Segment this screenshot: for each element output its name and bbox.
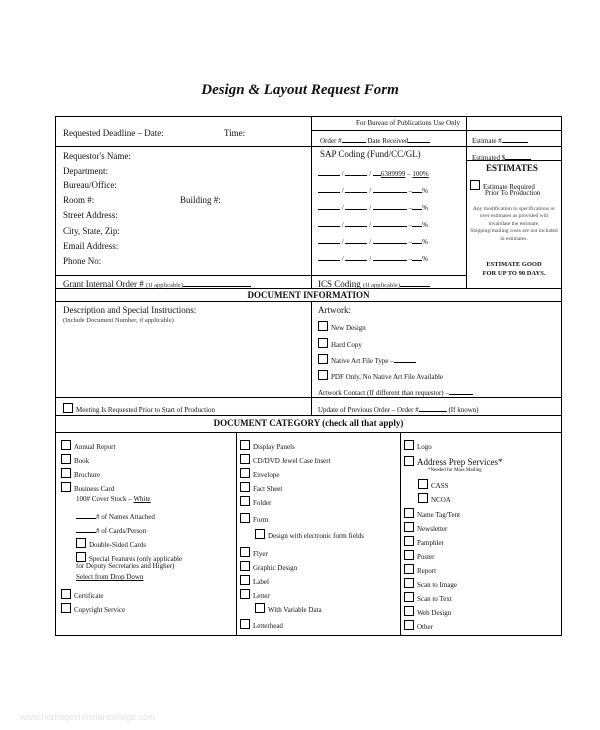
description-note: (Include Document Number, if applicable) — [63, 317, 174, 324]
document-information-heading: DOCUMENT INFORMATION — [247, 290, 370, 300]
checkbox-icon — [404, 522, 414, 532]
checkbox-icon — [76, 538, 86, 548]
time-label: Time: — [224, 128, 246, 138]
category-label[interactable]: Label — [240, 575, 269, 586]
special-features-line2: for Deputy Secretaries and Higher) — [76, 562, 175, 570]
requested-deadline-label: Requested Deadline – Date: — [63, 128, 164, 138]
checkbox-icon — [404, 606, 414, 616]
artwork-contact-field[interactable]: Artwork Contact (If different than requestor) – — [318, 386, 473, 397]
category-display-panels[interactable]: Display Panels — [240, 440, 295, 451]
checkbox-icon — [318, 321, 328, 331]
city-state-zip-label: City, State, Zip: — [63, 226, 120, 236]
artwork-new-design-checkbox[interactable]: New Design — [318, 321, 366, 332]
checkbox-icon — [61, 589, 71, 599]
checkbox-icon — [63, 403, 73, 413]
document-category-heading: DOCUMENT CATEGORY (check all that apply) — [213, 418, 404, 428]
checkbox-icon — [61, 440, 71, 450]
category-poster[interactable]: Poster — [404, 550, 435, 561]
category-scan-to-image[interactable]: Scan to Image — [404, 578, 457, 589]
variable-data-checkbox[interactable]: With Variable Data — [255, 603, 322, 614]
grant-internal-order-field[interactable]: Grant Internal Order # (If applicable) — [63, 278, 251, 290]
estimate-note: Any modification to specifications or over estimates as provided will invalidate the estimate. Shipping/mailing costs are not included in estimates. — [470, 206, 558, 242]
checkbox-icon — [240, 496, 250, 506]
cass-checkbox[interactable]: CASS — [418, 479, 449, 490]
address-prep-note: *Needed for Mass Mailing — [428, 468, 482, 473]
checkbox-icon — [255, 529, 265, 539]
divider — [311, 301, 312, 415]
building-label: Building #: — [180, 195, 221, 205]
sap-coding-row-1[interactable]: / / 6389999 – 100% — [318, 167, 429, 178]
sap-coding-row[interactable]: / / – % — [318, 252, 428, 263]
checkbox-icon — [240, 513, 250, 523]
checkbox-icon — [404, 440, 414, 450]
category-certificate[interactable]: Certificate — [61, 589, 104, 600]
divider — [56, 275, 466, 276]
divider — [56, 146, 561, 147]
checkbox-icon — [404, 536, 414, 546]
checkbox-icon — [61, 603, 71, 613]
estimated-cost-field[interactable] — [472, 151, 531, 162]
date-received-label: Date Received — [367, 137, 409, 145]
category-letter[interactable]: Letter — [240, 589, 270, 600]
divider — [56, 397, 561, 398]
category-business-card[interactable]: Business Card — [61, 482, 114, 493]
order-number-label: Order # — [320, 137, 342, 145]
electronic-form-fields-checkbox[interactable]: Design with electronic form fields — [255, 529, 364, 540]
estimate-number-label: Estimate # — [472, 137, 502, 145]
checkbox-icon — [404, 508, 414, 518]
double-sided-checkbox[interactable]: Double-Sided Cards — [76, 538, 146, 549]
divider — [466, 130, 561, 131]
street-address-label: Street Address: — [63, 210, 118, 220]
checkbox-icon — [240, 589, 250, 599]
watermark: www.heritagechristiancollege.com — [20, 712, 156, 722]
description-label: Description and Special Instructions: — [63, 305, 197, 315]
category-cd-dvd-insert[interactable]: CD/DVD Jewel Case Insert — [240, 454, 331, 465]
names-attached-field[interactable]: # of Names Attached — [76, 510, 155, 521]
checkbox-icon — [240, 547, 250, 557]
checkbox-icon — [240, 468, 250, 478]
category-graphic-design[interactable]: Graphic Design — [240, 561, 297, 572]
checkbox-icon — [418, 479, 428, 489]
artwork-pdf-only-checkbox[interactable]: PDF Only, No Native Art File Available — [318, 370, 443, 381]
estimated-cost-label: Estimated $ — [472, 154, 506, 162]
checkbox-icon — [240, 440, 250, 450]
ics-coding-field[interactable]: ICS Coding (If applicable) — [318, 278, 430, 290]
checkbox-icon — [404, 578, 414, 588]
category-form[interactable]: Form — [240, 513, 268, 524]
sap-coding-row[interactable]: / / – % — [318, 235, 428, 246]
checkbox-icon — [240, 454, 250, 464]
checkbox-icon — [404, 456, 414, 466]
divider — [56, 415, 561, 416]
category-name-tag[interactable]: Name Tag/Tent — [404, 508, 460, 519]
category-flyer[interactable]: Flyer — [240, 547, 268, 558]
estimate-good-label: ESTIMATE GOOD FOR UP TO 90 DAYS. — [482, 261, 546, 277]
special-features-checkbox[interactable]: Special Features (only applicable — [76, 552, 182, 563]
divider — [56, 432, 561, 433]
checkbox-icon — [404, 620, 414, 630]
special-features-dropdown[interactable]: Select from Drop Down — [76, 573, 144, 581]
divider — [56, 301, 561, 302]
form-title: Design & Layout Request Form — [201, 82, 399, 98]
ncoa-checkbox[interactable]: NCOA — [418, 493, 451, 504]
divider — [311, 130, 466, 131]
sap-sample-percent: 100% — [412, 170, 429, 178]
category-pamphlet[interactable]: Pamphlet — [404, 536, 443, 547]
checkbox-icon — [418, 493, 428, 503]
category-address-prep[interactable]: Address Prep Services* — [404, 456, 502, 467]
checkbox-icon — [404, 592, 414, 602]
checkbox-icon — [61, 454, 71, 464]
category-envelope[interactable]: Envelope — [240, 468, 279, 479]
category-logo[interactable]: Logo — [404, 440, 432, 451]
checkbox-icon — [404, 550, 414, 560]
category-copyright-service[interactable]: Copyright Service — [61, 603, 125, 614]
bureau-office-label: Bureau/Office: — [63, 180, 117, 190]
category-newsletter[interactable]: Newsletter — [404, 522, 447, 533]
checkbox-icon — [404, 564, 414, 574]
checkbox-icon — [240, 619, 250, 629]
category-scan-to-text[interactable]: Scan to Text — [404, 592, 452, 603]
order-number-field[interactable] — [320, 134, 430, 145]
cards-per-person-field[interactable]: # of Cards/Person — [76, 524, 146, 535]
meeting-requested-checkbox[interactable]: Meeting Is Requested Prior to Start of Production — [63, 403, 215, 414]
category-brochure[interactable]: Brochure — [61, 468, 100, 479]
update-previous-order-field[interactable]: Update of Previous Order – Order # (If known) — [318, 403, 479, 414]
checkbox-icon — [470, 180, 480, 190]
category-fact-sheet[interactable]: Fact Sheet — [240, 482, 282, 493]
sap-sample-code: 6389999 — [380, 170, 406, 178]
ics-coding-label: ICS Coding — [318, 279, 361, 289]
divider — [311, 117, 312, 288]
artwork-label: Artwork: — [318, 305, 351, 315]
divider — [400, 432, 401, 635]
room-label: Room #: — [63, 195, 95, 205]
estimate-required-checkbox[interactable]: Estimate Required — [470, 180, 535, 191]
requestor-name-label: Requestor's Name: — [63, 151, 131, 161]
estimate-number-field[interactable] — [472, 134, 528, 145]
checkbox-icon — [61, 468, 71, 478]
department-label: Department: — [63, 166, 108, 176]
category-annual-report[interactable]: Annual Report — [61, 440, 115, 451]
category-book[interactable]: Book — [61, 454, 89, 465]
estimates-heading: ESTIMATES — [486, 163, 538, 173]
checkbox-icon — [76, 552, 86, 562]
phone-label: Phone No: — [63, 256, 102, 266]
sap-coding-row[interactable]: / / – % — [318, 218, 428, 229]
category-web-design[interactable]: Web Design — [404, 606, 451, 617]
sap-coding-row[interactable]: / / – % — [318, 184, 428, 195]
checkbox-icon — [240, 561, 250, 571]
category-report[interactable]: Report — [404, 564, 436, 575]
checkbox-icon — [240, 575, 250, 585]
divider — [466, 117, 467, 288]
category-other[interactable]: Other — [404, 620, 433, 631]
bureau-use-only-label: For Bureau of Publications Use Only — [356, 119, 461, 127]
artwork-hard-copy-checkbox[interactable]: Hard Copy — [318, 338, 362, 349]
checkbox-icon — [318, 354, 328, 364]
checkbox-icon — [255, 603, 265, 613]
checkbox-icon — [318, 370, 328, 380]
artwork-native-file-checkbox[interactable]: Native Art File Type – — [318, 354, 416, 365]
category-folder[interactable]: Folder — [240, 496, 271, 507]
estimate-required-line2: Prior To Production — [485, 189, 541, 197]
checkbox-icon — [61, 482, 71, 492]
divider — [236, 432, 237, 635]
cover-stock-select[interactable]: 100# Cover Stock – White — [76, 495, 151, 503]
sap-coding-heading: SAP Coding (Fund/CC/GL) — [320, 149, 421, 159]
grant-internal-order-label: Grant Internal Order # — [63, 279, 144, 289]
sap-coding-row[interactable]: / / – % — [318, 201, 428, 212]
category-letterhead[interactable]: Letterhead — [240, 619, 283, 630]
email-address-label: Email Address: — [63, 241, 119, 251]
checkbox-icon — [318, 338, 328, 348]
checkbox-icon — [240, 482, 250, 492]
request-form — [55, 116, 562, 636]
